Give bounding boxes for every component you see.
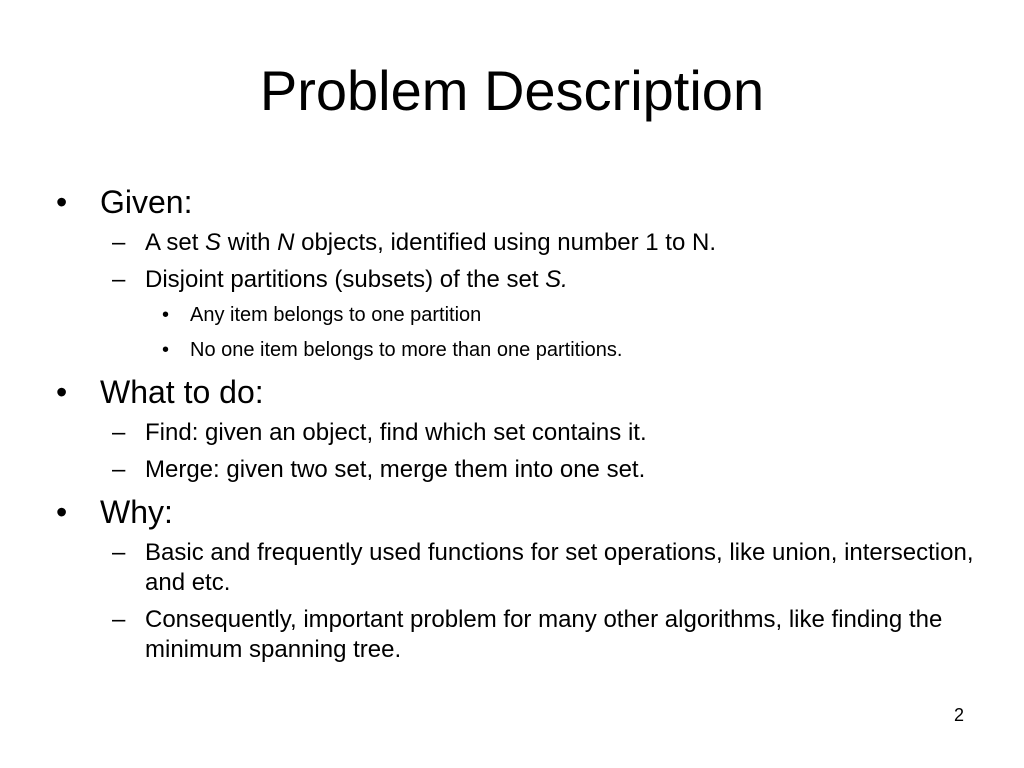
text-part: Consequently, important problem for many other algorithms, like finding the minimum spanning tree.: [145, 606, 943, 663]
italic-s: S: [205, 229, 222, 256]
dash-marker: –: [112, 229, 126, 256]
subsubitem-no-multiple: [56, 337, 996, 363]
slide-title: Problem Description: [259, 59, 765, 122]
bullet-marker: •: [162, 339, 170, 361]
bullet-text: What to do:: [100, 374, 264, 410]
text-part: with: [221, 229, 278, 256]
subitem-merge: [56, 455, 996, 485]
bullet-given: [56, 182, 996, 222]
dash-marker: –: [112, 539, 126, 566]
dash-marker: –: [112, 456, 126, 483]
bullet-text: Any item belongs to one partition: [190, 304, 482, 326]
bullet-text: No one item belongs to more than one partitions.: [190, 339, 623, 361]
dash-marker: –: [112, 419, 126, 446]
subitem-disjoint-partitions: [56, 265, 996, 295]
bullet-marker: •: [162, 304, 170, 326]
subitem-basic-functions: [56, 538, 996, 598]
bullet-marker: •: [56, 374, 68, 410]
text-part: Find: given an object, find which set contains it.: [145, 419, 647, 446]
bullet-what-to-do: [56, 372, 996, 412]
text-part: A set: [145, 229, 206, 256]
italic-n: N: [277, 229, 295, 256]
slide-body: [56, 182, 996, 672]
italic-s: S.: [545, 266, 568, 293]
subsubitem-one-partition: [56, 302, 996, 328]
bullet-text: Why:: [100, 494, 173, 530]
bullet-text: Given:: [100, 184, 193, 220]
bullet-why: [56, 492, 996, 532]
text-part: Disjoint partitions (subsets) of the set: [145, 266, 546, 293]
text-part: Merge: given two set, merge them into one set.: [145, 456, 646, 483]
text-part: Basic and frequently used functions for set operations, like union, intersection, and etc.: [145, 539, 974, 596]
subitem-set-s: [56, 228, 996, 258]
page-number: 2: [953, 705, 964, 725]
bullet-marker: •: [56, 184, 68, 220]
dash-marker: –: [112, 606, 126, 633]
dash-marker: –: [112, 266, 126, 293]
subitem-consequently: [56, 605, 996, 665]
text-part: objects, identified using number 1 to N.: [294, 229, 716, 256]
bullet-marker: •: [56, 494, 68, 530]
subitem-find: [56, 418, 996, 448]
